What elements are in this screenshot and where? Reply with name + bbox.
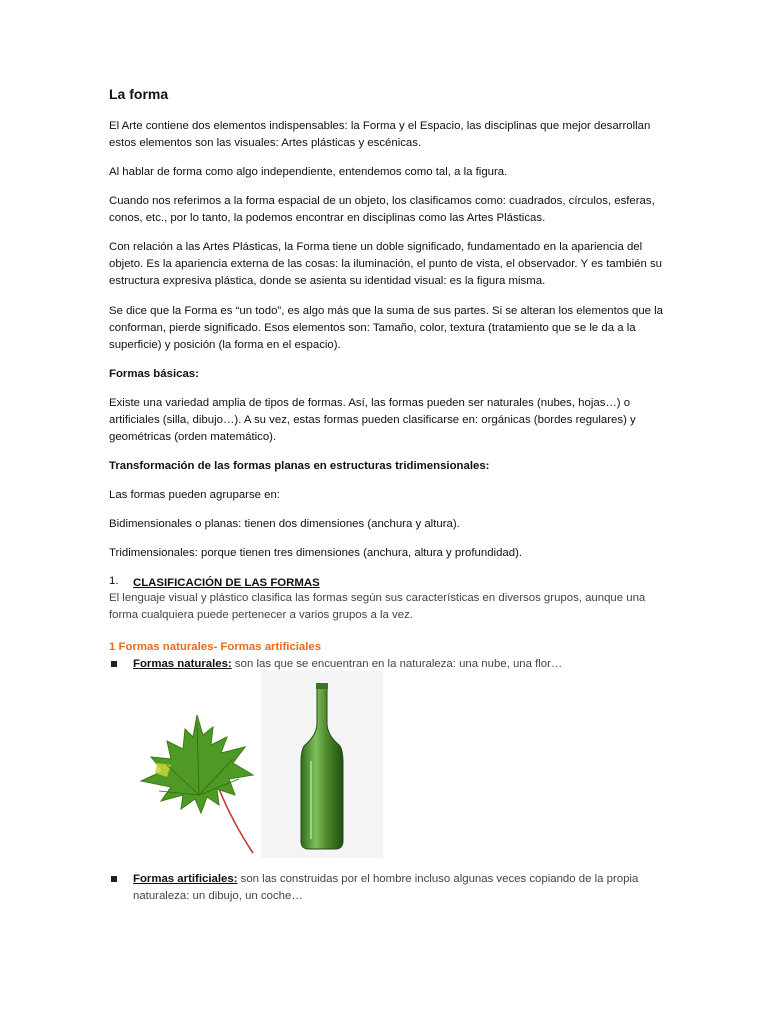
bullet-marker: [111, 661, 117, 667]
paragraph-bidimensionales: Bidimensionales o planas: tienen dos dimensiones (anchura y altura).: [109, 518, 460, 530]
text-formas-artificiales: son las construidas por el hombre incluso algunas veces copiando de la propia naturaleza: un dibujo, un coche…: [133, 873, 639, 902]
bullet-formas-naturales: [133, 656, 673, 673]
paragraph-arte: El Arte contiene dos elementos indispensables: la Forma y el Espacio, las disciplinas que mejor desarrollan estos elementos son las visuales: Artes plásticas y escénicas.: [109, 120, 651, 149]
bottle-image-frame: [261, 671, 383, 858]
paragraph-tridimensionales: Tridimensionales: porque tienen tres dimensiones (anchura, altura y profundidad).: [109, 547, 523, 559]
wine-bottle-image: [261, 671, 383, 858]
bullet-marker: [111, 876, 117, 882]
heading-clasificacion: CLASIFICACIÓN DE LAS FORMAS: [133, 577, 320, 589]
bullet-formas-artificiales: [133, 871, 653, 905]
page-title: La forma: [109, 86, 169, 102]
subheading-naturales-artificiales: 1 Formas naturales- Formas artificiales: [109, 641, 322, 653]
paragraph-formas-basicas: Existe una variedad amplia de tipos de formas. Así, las formas pueden ser naturales (nubes, hojas…) o artificiales (silla, dibujo…). A su vez, estas formas pueden clasificarse en: orgánicas (bordes regulares) y geométricas (orden matemático).: [109, 397, 636, 443]
paragraph-figura: Al hablar de forma como algo independiente, entendemos como tal, a la figura.: [109, 166, 508, 178]
heading-transformacion: Transformación de las formas planas en estructuras tridimensionales:: [109, 460, 490, 472]
paragraph-artes-plasticas: Con relación a las Artes Plásticas, la Forma tiene un doble significado, fundamentado en la apariencia del objeto. Es la apariencia externa de las cosas: la iluminación, el punto de vista, el observador. Y es también su estructura expresiva plástica, donde se asienta su identidad visual: es la figura misma.: [109, 241, 662, 287]
paragraph-clasificacion: El lenguaje visual y plástico clasifica las formas según sus características en diversos grupos, aunque una forma cualquiera puede pertenecer a varios grupos a la vez.: [109, 592, 646, 621]
maple-leaf-image: [137, 705, 259, 855]
label-formas-artificiales: Formas artificiales:: [133, 873, 238, 885]
text-formas-naturales: son las que se encuentran en la naturaleza: una nube, una flor…: [231, 658, 563, 670]
paragraph-un-todo: Se dice que la Forma es “un todo”, es algo más que la suma de sus partes. Si se alteran los elementos que la conforman, pierde significado. Esos elementos son: Tamaño, color, textura (tratamiento que se le da a la superficie) y posición (la forma en el espacio).: [109, 305, 664, 351]
list-number: 1.: [109, 575, 119, 587]
paragraph-forma-espacial: Cuando nos referimos a la forma espacial de un objeto, los clasificamos como: cuadrados, círculos, esferas, conos, etc., por lo tanto, la podemos encontrar en disciplinas como las Artes Plásticas.: [109, 195, 655, 224]
paragraph-agrupar: Las formas pueden agruparse en:: [109, 489, 280, 501]
label-formas-naturales: Formas naturales:: [133, 658, 232, 670]
heading-formas-basicas: Formas básicas:: [109, 368, 199, 380]
